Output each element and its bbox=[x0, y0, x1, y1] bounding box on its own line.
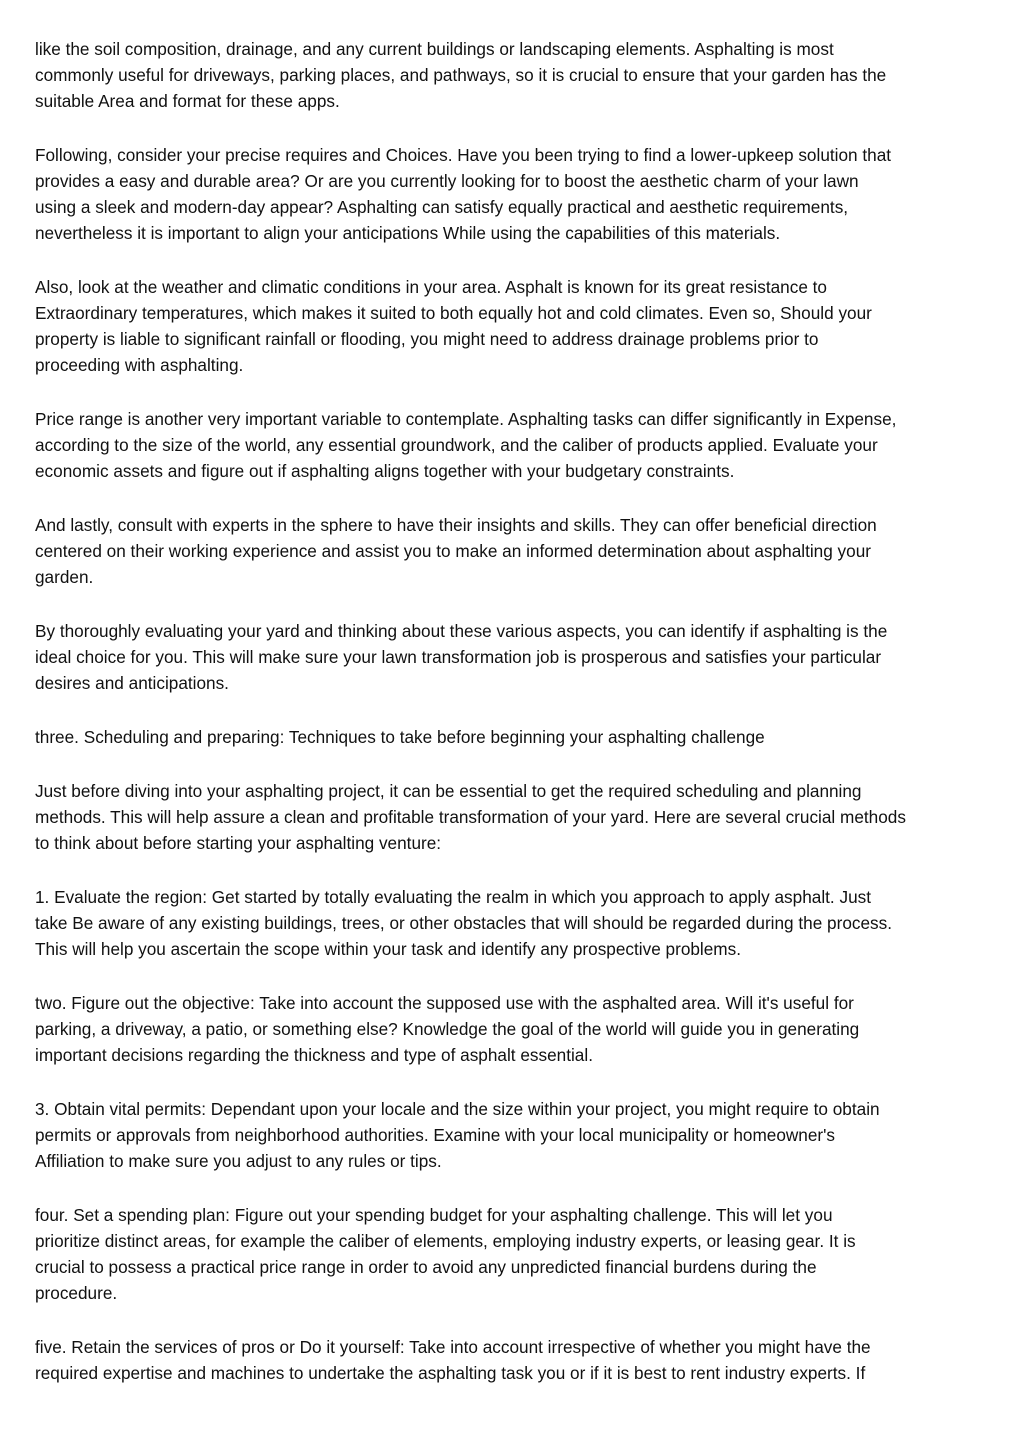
text-line: property is liable to significant rainfall or flooding, you might need to address drainage problems prior to bbox=[35, 329, 819, 349]
text-line: parking, a driveway, a patio, or something else? Knowledge the goal of the world will guide you in generating bbox=[35, 1019, 860, 1039]
list-item-retain-pros bbox=[35, 1334, 995, 1386]
text-line: centered on their working experience and assist you to make an informed determination about asphalting your bbox=[35, 541, 871, 561]
text-line: five. Retain the services of pros or Do it yourself: Take into account irrespective of whether you might have the bbox=[35, 1337, 871, 1357]
text-line: ideal choice for you. This will make sure your lawn transformation job is prosperous and satisfies your particular bbox=[35, 647, 882, 667]
text-line: two. Figure out the objective: Take into account the supposed use with the asphalted area. Will it's useful for bbox=[35, 993, 854, 1013]
text-line: crucial to possess a practical price range in order to avoid any unpredicted financial burdens during the bbox=[35, 1257, 817, 1277]
text-line: commonly useful for driveways, parking places, and pathways, so it is crucial to ensure that your garden has the bbox=[35, 65, 887, 85]
text-line: take Be aware of any existing buildings, trees, or other obstacles that will should be regarded during the process. bbox=[35, 913, 892, 933]
text-line: required expertise and machines to undertake the asphalting task you or if it is best to rent industry experts. If bbox=[35, 1363, 866, 1383]
list-item-spending-plan bbox=[35, 1202, 995, 1306]
paragraph-consult-experts bbox=[35, 512, 995, 590]
text-line: Affiliation to make sure you adjust to any rules or tips. bbox=[35, 1151, 442, 1171]
text-line: And lastly, consult with experts in the sphere to have their insights and skills. They can offer beneficial direction bbox=[35, 515, 877, 535]
text-line: suitable Area and format for these apps. bbox=[35, 91, 340, 111]
text-line: important decisions regarding the thickness and type of asphalt essential. bbox=[35, 1045, 593, 1065]
paragraph-needs-and-choices bbox=[35, 142, 995, 246]
text-line: methods. This will help assure a clean and profitable transformation of your yard. Here are several crucial methods bbox=[35, 807, 906, 827]
list-item-evaluate-region bbox=[35, 884, 995, 962]
text-line: according to the size of the world, any essential groundwork, and the caliber of products applied. Evaluate your bbox=[35, 435, 878, 455]
list-item-obtain-permits bbox=[35, 1096, 995, 1174]
text-line: Also, look at the weather and climatic conditions in your area. Asphalt is known for its great resistance to bbox=[35, 277, 827, 297]
text-line: nevertheless it is important to align your anticipations While using the capabilities of this materials. bbox=[35, 223, 781, 243]
text-line: 3. Obtain vital permits: Dependant upon your locale and the size within your project, you might require to obtain bbox=[35, 1099, 880, 1119]
text-line: to think about before starting your asphalting venture: bbox=[35, 833, 442, 853]
document-body bbox=[35, 36, 995, 1414]
text-line: Price range is another very important variable to contemplate. Asphalting tasks can differ significantly in Expense, bbox=[35, 409, 897, 429]
text-line: 1. Evaluate the region: Get started by totally evaluating the realm in which you approach to apply asphalt. Just bbox=[35, 887, 871, 907]
paragraph-soil-composition bbox=[35, 36, 995, 114]
text-line: This will help you ascertain the scope within your task and identify any prospective problems. bbox=[35, 939, 741, 959]
paragraph-before-diving bbox=[35, 778, 995, 856]
text-line: economic assets and figure out if asphalting aligns together with your budgetary constraints. bbox=[35, 461, 735, 481]
text-line: garden. bbox=[35, 567, 94, 587]
text-line: desires and anticipations. bbox=[35, 673, 229, 693]
text-line: Following, consider your precise requires and Choices. Have you been trying to find a lower-upkeep solution that bbox=[35, 145, 892, 165]
paragraph-price-range bbox=[35, 406, 995, 484]
text-line: procedure. bbox=[35, 1283, 118, 1303]
text-line: like the soil composition, drainage, and any current buildings or landscaping elements. Asphalting is most bbox=[35, 39, 834, 59]
text-line: permits or approvals from neighborhood authorities. Examine with your local municipality or homeowner's bbox=[35, 1125, 836, 1145]
text-line: prioritize distinct areas, for example the caliber of elements, employing industry experts, or leasing gear. It is bbox=[35, 1231, 856, 1251]
text-line: four. Set a spending plan: Figure out your spending budget for your asphalting challenge. This will let you bbox=[35, 1205, 833, 1225]
text-line: Extraordinary temperatures, which makes it suited to both equally hot and cold climates. Even so, Should your bbox=[35, 303, 872, 323]
list-item-figure-objective bbox=[35, 990, 995, 1068]
text-line: three. Scheduling and preparing: Techniques to take before beginning your asphalting challenge bbox=[35, 727, 765, 747]
text-line: using a sleek and modern-day appear? Asphalting can satisfy equally practical and aesthetic requirements, bbox=[35, 197, 849, 217]
text-line: proceeding with asphalting. bbox=[35, 355, 244, 375]
text-line: By thoroughly evaluating your yard and thinking about these various aspects, you can identify if asphalting is the bbox=[35, 621, 888, 641]
section-heading-scheduling bbox=[35, 724, 995, 750]
text-line: provides a easy and durable area? Or are you currently looking for to boost the aesthetic charm of your lawn bbox=[35, 171, 859, 191]
paragraph-evaluating-yard bbox=[35, 618, 995, 696]
text-line: Just before diving into your asphalting project, it can be essential to get the required scheduling and planning bbox=[35, 781, 862, 801]
paragraph-weather-climate bbox=[35, 274, 995, 378]
